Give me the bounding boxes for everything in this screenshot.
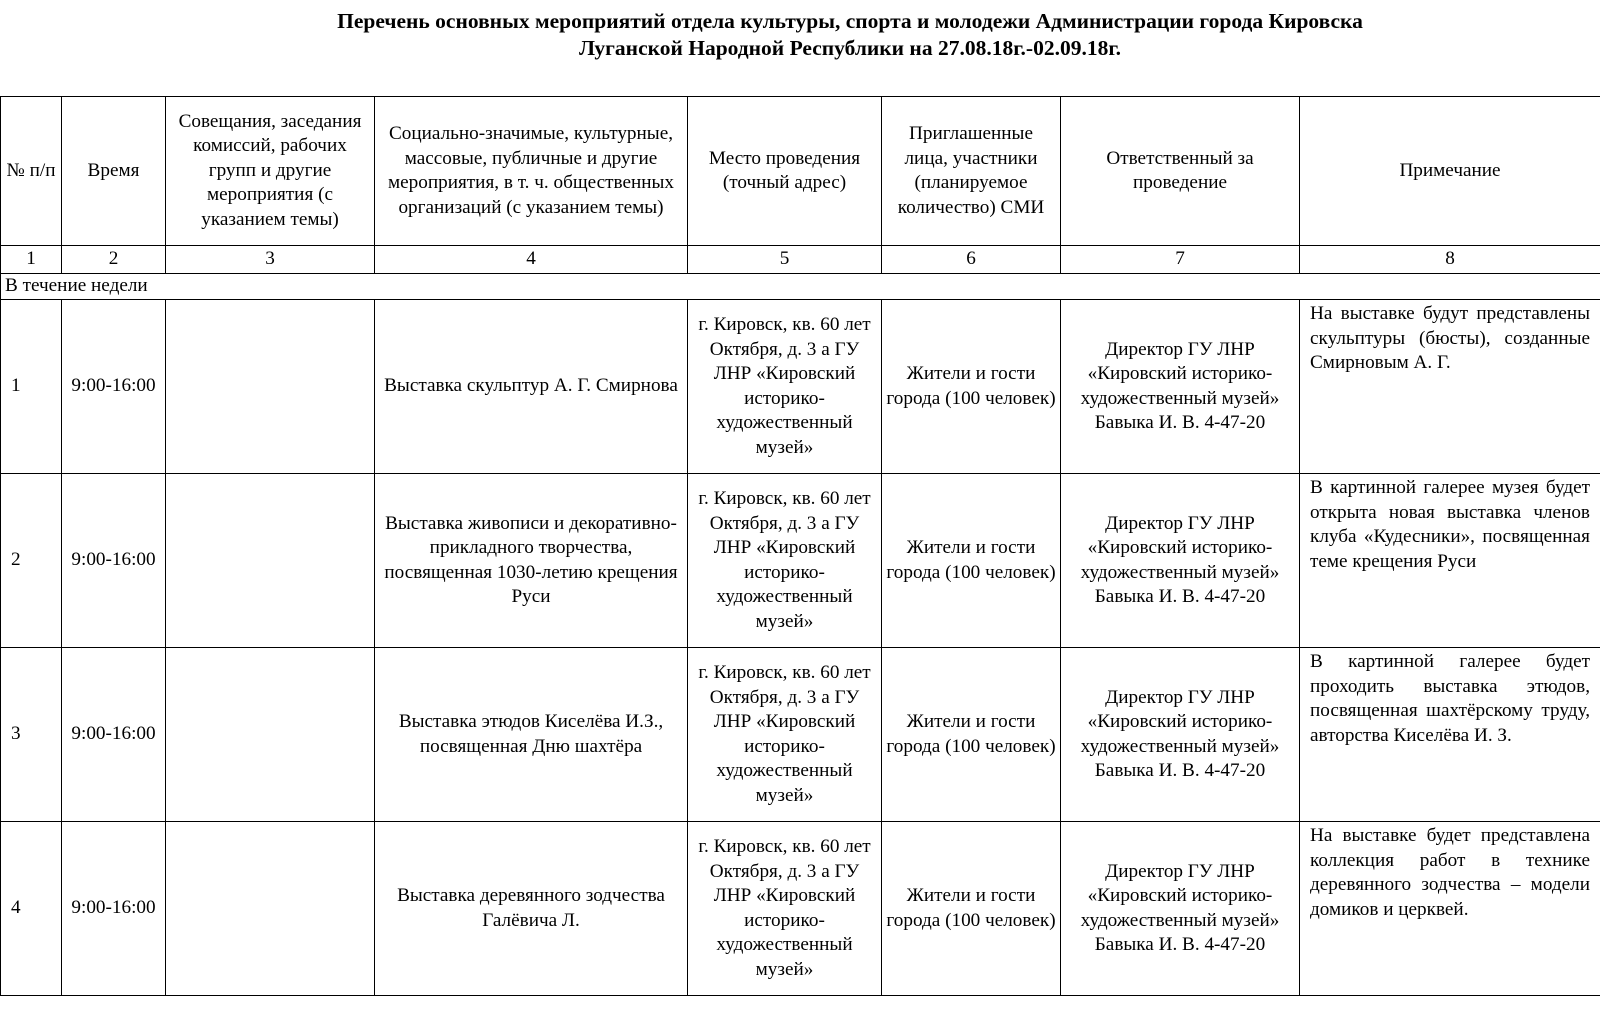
row-event: Выставка скульптур А. Г. Смирнова — [375, 300, 688, 474]
header-participants: Приглашенные лица, участники (планируемое количество) СМИ — [882, 97, 1061, 246]
header-meetings: Совещания, заседания комиссий, рабочих групп и другие мероприятия (с указанием темы) — [166, 97, 375, 246]
row-time: 9:00-16:00 — [62, 822, 166, 996]
document-title — [0, 8, 1600, 62]
row-event: Выставка живописи и декоративно-прикладного творчества, посвященная 1030-летию крещения Руси — [375, 474, 688, 648]
row-note: В картинной галерее музея будет открыта новая выставка членов клуба «Кудесники», посвященная теме крещения Руси — [1300, 474, 1600, 648]
row-participants: Жители и гости города (100 человек) — [882, 300, 1061, 474]
row-meetings — [166, 474, 375, 648]
column-number: 8 — [1300, 246, 1600, 274]
row-note: На выставке будет представлена коллекция работ в технике деревянного зодчества – модели домиков и церквей. — [1300, 822, 1600, 996]
row-responsible: Директор ГУ ЛНР «Кировский историко-художественный музей» Бавыка И. В. 4-47-20 — [1061, 648, 1300, 822]
row-note: На выставке будут представлены скульптуры (бюсты), созданные Смирновым А. Г. — [1300, 300, 1600, 474]
title-line-1: Перечень основных мероприятий отдела культуры, спорта и молодежи Администрации города Кировска — [337, 9, 1363, 33]
row-meetings — [166, 648, 375, 822]
row-number: 3 — [1, 648, 62, 822]
row-responsible: Директор ГУ ЛНР «Кировский историко-художественный музей» Бавыка И. В. 4-47-20 — [1061, 822, 1300, 996]
section-label: В течение недели — [1, 274, 1600, 300]
row-place: г. Кировск, кв. 60 лет Октября, д. 3 а ГУ ЛНР «Кировский историко-художественный музей» — [688, 300, 882, 474]
table-row — [1, 648, 1600, 822]
header-responsible: Ответственный за проведение — [1061, 97, 1300, 246]
row-note: В картинной галерее будет проходить выставка этюдов, посвященная шахтёрскому труду, авторства Киселёва И. З. — [1300, 648, 1600, 822]
row-participants: Жители и гости города (100 человек) — [882, 822, 1061, 996]
header-note: Примечание — [1300, 97, 1600, 246]
row-time: 9:00-16:00 — [62, 474, 166, 648]
row-number: 1 — [1, 300, 62, 474]
row-meetings — [166, 822, 375, 996]
header-place: Место проведения (точный адрес) — [688, 97, 882, 246]
section-row — [1, 274, 1600, 300]
row-participants: Жители и гости города (100 человек) — [882, 648, 1061, 822]
row-place: г. Кировск, кв. 60 лет Октября, д. 3 а ГУ ЛНР «Кировский историко-художественный музей» — [688, 474, 882, 648]
events-table — [0, 96, 1600, 996]
row-event: Выставка этюдов Киселёва И.З., посвященная Дню шахтёра — [375, 648, 688, 822]
column-number: 7 — [1061, 246, 1300, 274]
row-responsible: Директор ГУ ЛНР «Кировский историко-художественный музей» Бавыка И. В. 4-47-20 — [1061, 474, 1300, 648]
title-line-2: Луганской Народной Республики на 27.08.18г.-02.09.18г. — [578, 36, 1122, 60]
table-row — [1, 300, 1600, 474]
column-number: 6 — [882, 246, 1061, 274]
row-meetings — [166, 300, 375, 474]
column-number-row — [1, 246, 1600, 274]
column-number: 2 — [62, 246, 166, 274]
table-row — [1, 822, 1600, 996]
row-time: 9:00-16:00 — [62, 648, 166, 822]
header-number: № п/п — [1, 97, 62, 246]
row-responsible: Директор ГУ ЛНР «Кировский историко-художественный музей» Бавыка И. В. 4-47-20 — [1061, 300, 1300, 474]
column-number: 1 — [1, 246, 62, 274]
row-event: Выставка деревянного зодчества Галёвича Л. — [375, 822, 688, 996]
row-place: г. Кировск, кв. 60 лет Октября, д. 3 а ГУ ЛНР «Кировский историко-художественный музей» — [688, 822, 882, 996]
column-number: 4 — [375, 246, 688, 274]
row-time: 9:00-16:00 — [62, 300, 166, 474]
row-place: г. Кировск, кв. 60 лет Октября, д. 3 а ГУ ЛНР «Кировский историко-художественный музей» — [688, 648, 882, 822]
header-events: Социально-значимые, культурные, массовые, публичные и другие мероприятия, в т. ч. общественных организаций (с указанием темы) — [375, 97, 688, 246]
row-participants: Жители и гости города (100 человек) — [882, 474, 1061, 648]
row-number: 4 — [1, 822, 62, 996]
table-row — [1, 474, 1600, 648]
table-header-row — [1, 97, 1600, 246]
column-number: 3 — [166, 246, 375, 274]
header-time: Время — [62, 97, 166, 246]
column-number: 5 — [688, 246, 882, 274]
row-number: 2 — [1, 474, 62, 648]
